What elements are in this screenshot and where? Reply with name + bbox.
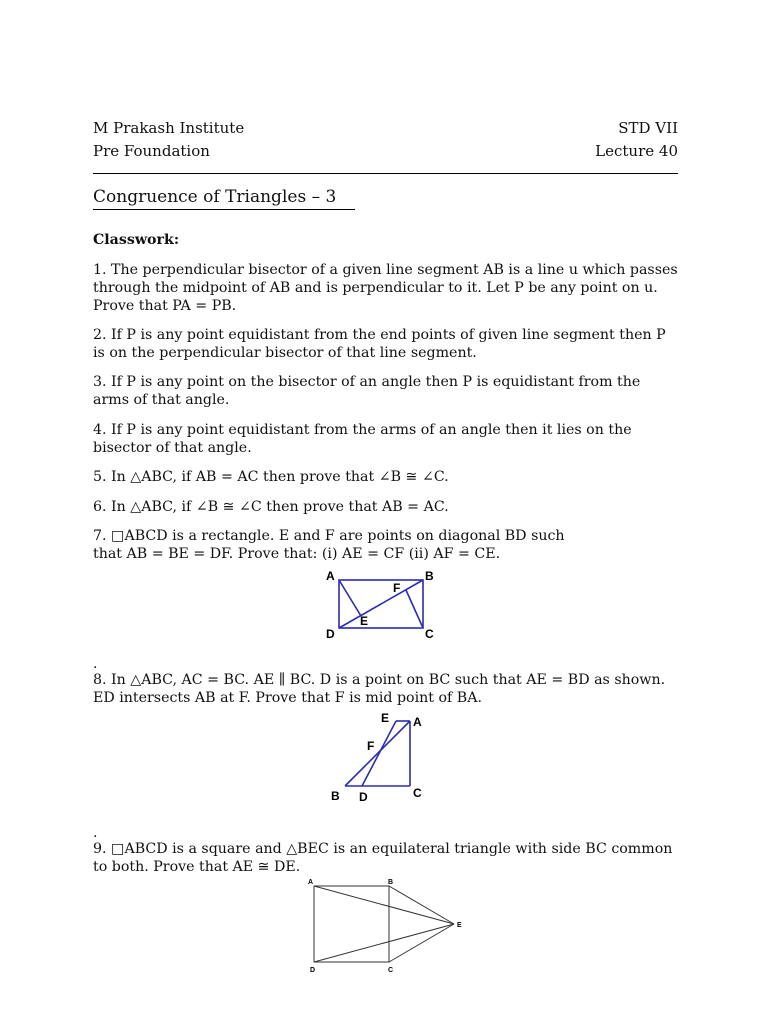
label-d: D [310, 967, 316, 974]
label-d: D [326, 627, 335, 641]
page-title: Congruence of Triangles – 3 [93, 187, 337, 207]
segment-ab [345, 721, 410, 786]
label-c: C [425, 627, 434, 641]
segment-ae [339, 580, 361, 616]
square-abcd [314, 886, 389, 962]
title-underline [93, 209, 355, 210]
label-a: A [326, 569, 335, 583]
problem-7: 7. □ABCD is a rectangle. E and F are points on diagonal BD such that AB = BE = DF. Prove that: (i) AE = CF (ii) AF = CE. [93, 528, 565, 562]
separator-dot: . [93, 825, 98, 841]
problem-2: 2. If P is any point equidistant from the end points of given line segment then P is on the perpendicular bisector of that line segment. [93, 327, 666, 361]
standard-label: STD VII [618, 119, 678, 137]
label-c: C [413, 786, 422, 800]
separator-dot: . [93, 656, 98, 672]
header-rule [93, 173, 678, 174]
label-b: B [388, 879, 394, 886]
institute-name: M Prakash Institute [93, 119, 245, 137]
segment-be [389, 886, 454, 924]
segment-ed [362, 721, 396, 786]
label-f: F [367, 739, 375, 753]
problem-9: 9. □ABCD is a square and △BEC is an equilateral triangle with side BC common to both. Prove that AE ≅ DE. [93, 841, 673, 875]
problem-6: 6. In △ABC, if ∠B ≅ ∠C then prove that AB = AC. [93, 499, 449, 515]
label-e: E [360, 614, 369, 628]
label-c: C [388, 967, 394, 974]
problem-5: 5. In △ABC, if AB = AC then prove that ∠B ≅ ∠C. [93, 469, 449, 485]
problem-1: 1. The perpendicular bisector of a given line segment AB is a line u which passes through the midpoint of AB and is perpendicular to it. Let P be any point on u. Prove that PA = PB. [93, 262, 678, 314]
label-b: B [425, 569, 434, 583]
figure-rectangle-abcd [318, 564, 448, 644]
problem-8: 8. In △ABC, AC = BC. AE ∥ BC. D is a point on BC such that AE = BD as shown. ED intersects AB at F. Prove that F is mid point of BA. [93, 672, 666, 706]
classwork-heading: Classwork: [93, 232, 180, 248]
diagonal-bd [339, 580, 423, 628]
segment-cf [406, 590, 423, 628]
label-e: E [381, 711, 390, 725]
label-a: A [413, 715, 422, 729]
segment-ae [314, 886, 454, 924]
label-a: A [308, 879, 314, 886]
label-e: E [457, 922, 462, 929]
lecture-label: Lecture 40 [595, 142, 678, 160]
segment-ce [389, 924, 454, 962]
segment-de [314, 924, 454, 962]
label-d: D [359, 790, 368, 804]
problem-4: 4. If P is any point equidistant from the arms of an angle then it lies on the bisector of that angle. [93, 422, 632, 456]
figure-triangle-abc [325, 708, 435, 808]
course-name: Pre Foundation [93, 142, 210, 160]
problem-3: 3. If P is any point on the bisector of an angle then P is equidistant from the arms of that angle. [93, 374, 641, 408]
label-b: B [331, 789, 340, 803]
label-f: F [393, 581, 401, 595]
figure-square-triangle [300, 872, 475, 977]
